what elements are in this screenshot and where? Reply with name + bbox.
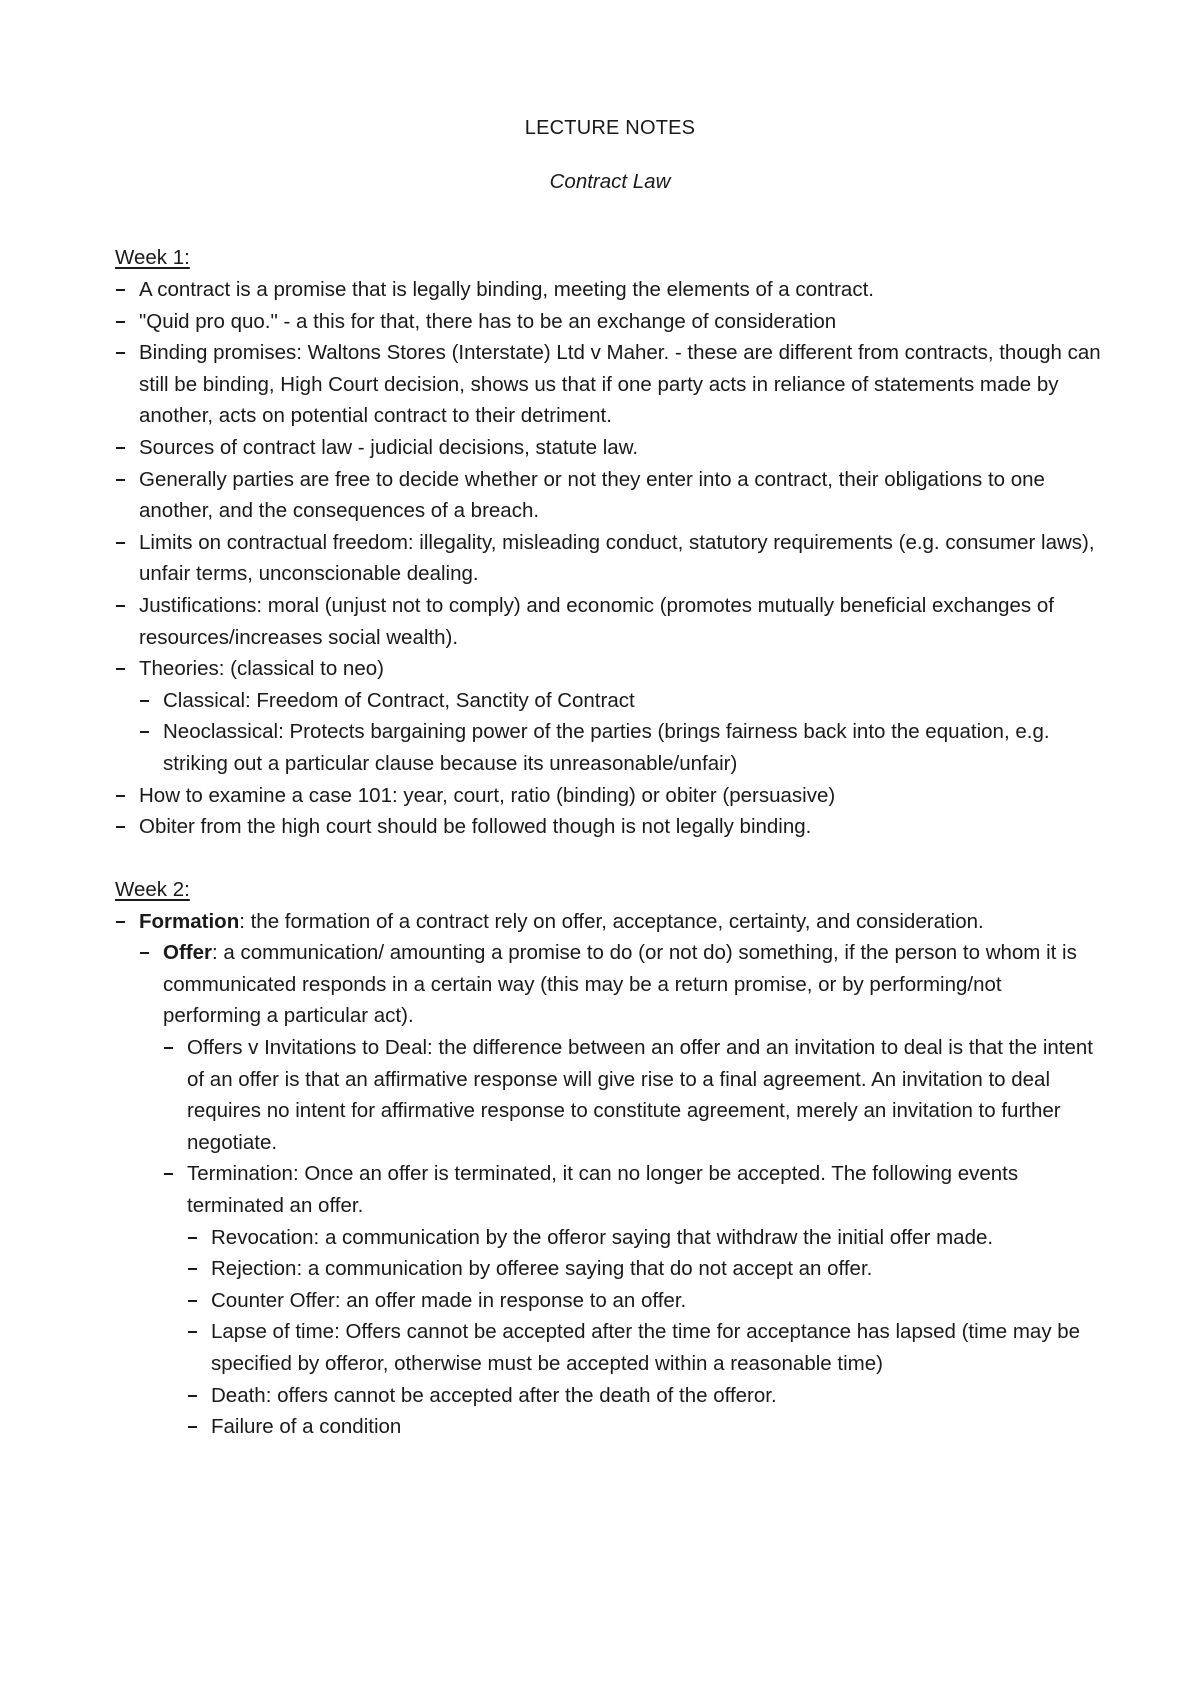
week-2-heading: Week 2: [115, 877, 190, 901]
list-item: Neoclassical: Protects bargaining power of the parties (brings fairness back into the equation, e.g. striking out a particular clause because its unreasonable/unfair) [139, 716, 1105, 779]
document-subtitle: Contract Law [549, 170, 671, 193]
list-item: Binding promises: Waltons Stores (Interstate) Ltd v Maher. - these are different from contracts, though can still be binding, High Court decision, shows us that if one party acts in reliance of statements made by another, acts on potential contract to their detriment. [115, 337, 1105, 432]
document-content [115, 112, 1105, 1443]
list-item-text: Termination: Once an offer is terminated, it can no longer be accepted. The following events terminated an offer. [187, 1162, 1019, 1218]
list-item-offer [139, 937, 1105, 1443]
list-item: Justifications: moral (unjust not to comply) and economic (promotes mutually beneficial exchanges of resources/increases social wealth). [115, 590, 1105, 653]
offer-term: Offer [163, 941, 212, 965]
list-item: Lapse of time: Offers cannot be accepted after the time for acceptance has lapsed (time may be specified by offeror, otherwise must be accepted within a reasonable time) [187, 1316, 1105, 1379]
list-item: Generally parties are free to decide whether or not they enter into a contract, their obligations to one another, and the consequences of a breach. [115, 464, 1105, 527]
week-1-heading: Week 1: [115, 246, 190, 269]
termination-sublist [187, 1222, 1105, 1443]
list-item: Sources of contract law - judicial decisions, statute law. [115, 432, 1105, 464]
week-1-list [115, 274, 1105, 843]
offer-sublist [163, 1032, 1105, 1443]
list-item: Failure of a condition [187, 1411, 1105, 1443]
list-item: Obiter from the high court should be followed though is not legally binding. [115, 811, 1105, 843]
list-item: Limits on contractual freedom: illegality, misleading conduct, statutory requirements (e.g. consumer laws), unfair terms, unconscionable dealing. [115, 527, 1105, 590]
list-item-termination [163, 1158, 1105, 1442]
week-2-list [115, 906, 1105, 1443]
list-item-text: Theories: (classical to neo) [139, 657, 384, 681]
list-item: Classical: Freedom of Contract, Sanctity of Contract [139, 685, 1105, 717]
list-item: Death: offers cannot be accepted after the death of the offeror. [187, 1380, 1105, 1412]
theories-sublist [139, 685, 1105, 780]
offer-text: : a communication/ amounting a promise to do (or not do) something, if the person to whom it is communicated responds in a certain way (this may be a return promise, or by performing/not performing a particular act). [163, 941, 1077, 1028]
document-title: LECTURE NOTES [524, 117, 696, 139]
list-item-theories [115, 653, 1105, 779]
list-item: Offers v Invitations to Deal: the difference between an offer and an invitation to deal is that the intent of an offer is that an affirmative response will give rise to a final agreement. An invitation to deal requires no intent for affirmative response to constitute agreement, merely an invitation to further negotiate. [163, 1032, 1105, 1158]
formation-text: : the formation of a contract rely on offer, acceptance, certainty, and consideration. [239, 909, 984, 933]
list-item: Counter Offer: an offer made in response to an offer. [187, 1285, 1105, 1317]
list-item: "Quid pro quo." - a this for that, there has to be an exchange of consideration [115, 306, 1105, 338]
list-item-formation [115, 906, 1105, 1443]
list-item: Revocation: a communication by the offeror saying that withdraw the initial offer made. [187, 1222, 1105, 1254]
formation-term: Formation [139, 909, 240, 933]
list-item: How to examine a case 101: year, court, ratio (binding) or obiter (persuasive) [115, 780, 1105, 812]
list-item: A contract is a promise that is legally binding, meeting the elements of a contract. [115, 274, 1105, 306]
formation-sublist [139, 937, 1105, 1443]
list-item: Rejection: a communication by offeree saying that do not accept an offer. [187, 1253, 1105, 1285]
